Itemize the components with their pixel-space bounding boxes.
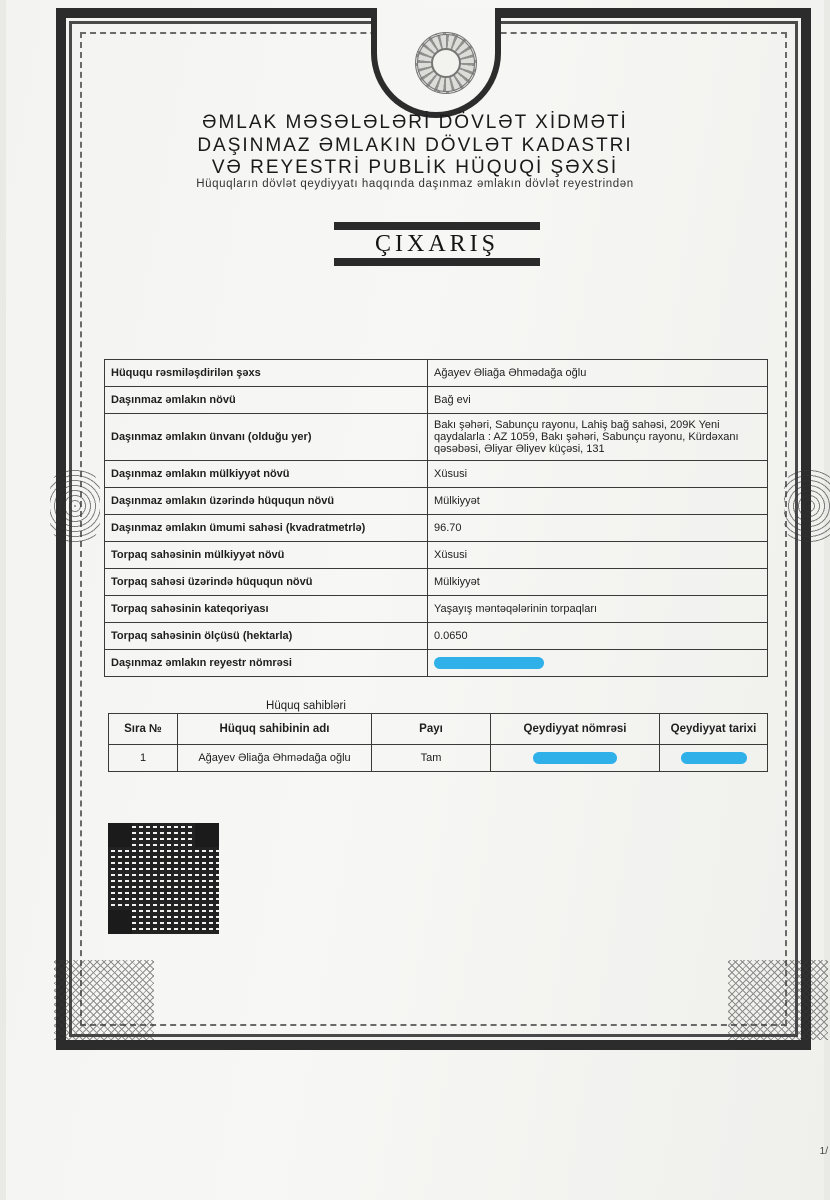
corner-ornament-bottom-right [728,960,828,1040]
document-title-banner [334,222,540,266]
owner-name: Ağayev Əliağa Əhmədağa oğlu [178,745,372,772]
page-number: 1/ [819,1146,828,1157]
col-header-reg-number: Qeydiyyat nömrəsi [491,714,660,745]
field-value: Mülkiyyət [428,488,768,515]
field-label: Daşınmaz əmlakın ümumi sahəsi (kvadratmetrlə) [105,515,428,542]
side-ornament-right [784,466,830,546]
owner-number: 1 [109,745,178,772]
field-value: Yaşayış məntəqələrinin torpaqları [428,596,768,623]
owner-share: Tam [372,745,491,772]
owners-header-row [109,714,768,745]
redaction-mark [434,657,544,669]
field-label: Daşınmaz əmlakın ünvanı (olduğu yer) [105,414,428,461]
field-value: 96.70 [428,515,768,542]
table-row [105,650,768,677]
table-row [105,515,768,542]
field-label: Torpaq sahəsinin ölçüsü (hektarla) [105,623,428,650]
header-subtitle: Hüquqların dövlət qeydiyyatı haqqında daşınmaz əmlakın dövlət reyestrindən [196,178,634,190]
qr-code [108,823,219,934]
col-header-share: Payı [372,714,491,745]
field-label: Daşınmaz əmlakın üzərində hüququn növü [105,488,428,515]
owner-reg-date [660,745,768,772]
field-label: Torpaq sahəsinin mülkiyyət növü [105,542,428,569]
col-header-owner-name: Hüquq sahibinin adı [178,714,372,745]
side-ornament-left [50,466,100,546]
header-line-3: VƏ REYESTRİ PUBLİK HÜQUQİ ŞƏXSİ [211,157,619,178]
field-value: Xüsusi [428,461,768,488]
table-row [105,623,768,650]
emblem-center [431,48,461,78]
redaction-mark [533,752,617,764]
table-row [105,569,768,596]
col-header-number: Sıra № [109,714,178,745]
field-value: Mülkiyyət [428,569,768,596]
col-header-reg-date: Qeydiyyat tarixi [660,714,768,745]
field-label: Torpaq sahəsinin kateqoriyası [105,596,428,623]
owners-table [108,713,768,772]
property-info-table [104,359,768,677]
table-row [105,360,768,387]
table-row [105,488,768,515]
field-label: Hüququ rəsmiləşdirilən şəxs [105,360,428,387]
owners-section-title: Hüquq sahibləri [266,700,346,712]
owner-reg-number [491,745,660,772]
field-value: Bakı şəhəri, Sabunçu rayonu, Lahiş bağ sahəsi, 209K Yeni qaydalarla : AZ 1059, Bakı şəhəri, Sabunçu rayonu, Kürdəxanı qəsəbəsi, Əliyar Əliyev küçəsi, 131 [428,414,768,461]
field-label: Daşınmaz əmlakın reyestr nömrəsi [105,650,428,677]
table-row [105,596,768,623]
field-value: Xüsusi [428,542,768,569]
field-label: Torpaq sahəsi üzərində hüququn növü [105,569,428,596]
corner-ornament-bottom-left [54,960,154,1040]
field-value [428,650,768,677]
table-row [105,387,768,414]
table-row [105,461,768,488]
header-line-2: DAŞINMAZ ƏMLAKIN DÖVLƏT KADASTRI [197,135,633,156]
table-row [105,414,768,461]
field-value: Ağayev Əliağa Əhmədağa oğlu [428,360,768,387]
header-line-1: ƏMLAK MƏSƏLƏLƏRİ DÖVLƏT XİDMƏTİ [202,112,628,133]
field-label: Daşınmaz əmlakın növü [105,387,428,414]
field-label: Daşınmaz əmlakın mülkiyyət növü [105,461,428,488]
table-row [109,745,768,772]
field-value: 0.0650 [428,623,768,650]
redaction-mark [681,752,747,764]
document-title: ÇIXARIŞ [374,231,499,257]
table-row [105,542,768,569]
state-emblem-icon [415,32,477,94]
field-value: Bağ evi [428,387,768,414]
